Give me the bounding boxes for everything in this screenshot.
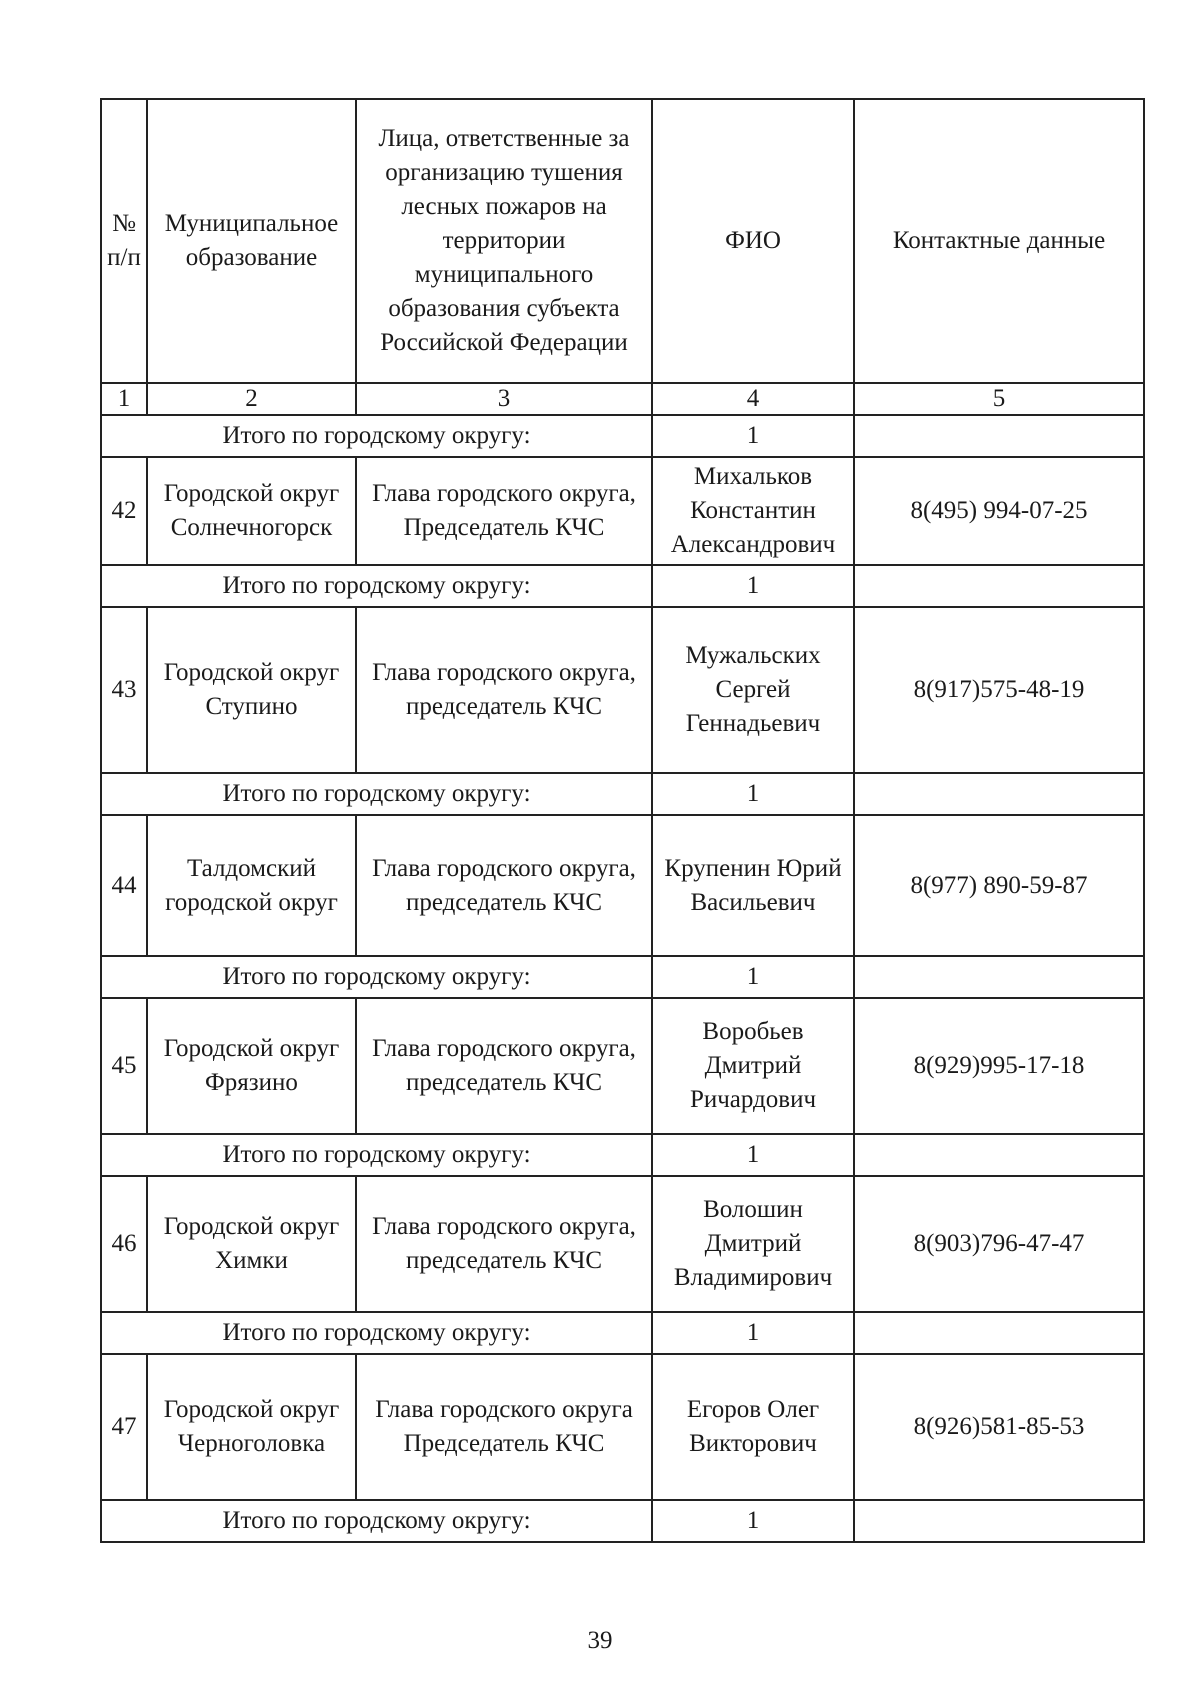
column-number: 2 — [147, 383, 356, 415]
total-label: Итого по городскому округу: — [101, 1500, 652, 1542]
total-value: 1 — [652, 415, 854, 457]
row-num: 43 — [101, 607, 147, 773]
total-label: Итого по городскому округу: — [101, 1134, 652, 1176]
row-municipality: Городской округ Черноголовка — [147, 1354, 356, 1500]
row-contacts: 8(917)575-48-19 — [854, 607, 1144, 773]
row-responsible: Глава городского округа, председатель КЧС — [356, 815, 652, 956]
table-row — [101, 457, 1144, 565]
row-municipality: Городской округ Фрязино — [147, 998, 356, 1134]
row-num: 45 — [101, 998, 147, 1134]
total-label: Итого по городскому округу: — [101, 773, 652, 815]
row-responsible: Глава городского округа, председатель КЧС — [356, 607, 652, 773]
row-fio: Волошин Дмитрий Владимирович — [652, 1176, 854, 1312]
row-contacts: 8(495) 994-07-25 — [854, 457, 1144, 565]
total-value: 1 — [652, 1500, 854, 1542]
total-row — [101, 1312, 1144, 1354]
total-value: 1 — [652, 1134, 854, 1176]
header-contacts: Контактные данные — [854, 99, 1144, 383]
total-row — [101, 565, 1144, 607]
row-contacts: 8(903)796-47-47 — [854, 1176, 1144, 1312]
column-number: 1 — [101, 383, 147, 415]
total-empty — [854, 565, 1144, 607]
total-label: Итого по городскому округу: — [101, 565, 652, 607]
row-fio: Воробьев Дмитрий Ричардович — [652, 998, 854, 1134]
total-empty — [854, 1134, 1144, 1176]
header-responsible: Лица, ответственные за организацию тушения лесных пожаров на территории муниципального образования субъекта Российской Федерации — [356, 99, 652, 383]
total-value: 1 — [652, 1312, 854, 1354]
table-row — [101, 1354, 1144, 1500]
row-num: 46 — [101, 1176, 147, 1312]
table-row — [101, 1176, 1144, 1312]
total-row — [101, 773, 1144, 815]
row-contacts: 8(977) 890-59-87 — [854, 815, 1144, 956]
total-value: 1 — [652, 956, 854, 998]
row-num: 42 — [101, 457, 147, 565]
column-number: 4 — [652, 383, 854, 415]
row-responsible: Глава городского округа, Председатель КЧС — [356, 457, 652, 565]
total-label: Итого по городскому округу: — [101, 415, 652, 457]
total-label: Итого по городскому округу: — [101, 956, 652, 998]
row-fio: Егоров Олег Викторович — [652, 1354, 854, 1500]
row-municipality: Городской округ Ступино — [147, 607, 356, 773]
row-contacts: 8(926)581-85-53 — [854, 1354, 1144, 1500]
column-number: 5 — [854, 383, 1144, 415]
table-row — [101, 998, 1144, 1134]
column-number-row — [101, 383, 1144, 415]
row-municipality: Городской округ Химки — [147, 1176, 356, 1312]
row-municipality: Городской округ Солнечногорск — [147, 457, 356, 565]
total-empty — [854, 1500, 1144, 1542]
total-empty — [854, 956, 1144, 998]
total-empty — [854, 1312, 1144, 1354]
total-empty — [854, 415, 1144, 457]
row-municipality: Талдомский городской округ — [147, 815, 356, 956]
row-responsible: Глава городского округа, председатель КЧС — [356, 998, 652, 1134]
row-num: 44 — [101, 815, 147, 956]
total-row — [101, 415, 1144, 457]
row-fio: Михальков Константин Александрович — [652, 457, 854, 565]
total-row — [101, 1134, 1144, 1176]
header-fio: ФИО — [652, 99, 854, 383]
row-responsible: Глава городского округа Председатель КЧС — [356, 1354, 652, 1500]
row-contacts: 8(929)995-17-18 — [854, 998, 1144, 1134]
total-row — [101, 1500, 1144, 1542]
page-number: 39 — [587, 1627, 613, 1654]
responsible-persons-table — [100, 98, 1145, 1543]
table-row — [101, 607, 1144, 773]
total-empty — [854, 773, 1144, 815]
row-responsible: Глава городского округа, председатель КЧС — [356, 1176, 652, 1312]
header-row — [101, 99, 1144, 383]
total-row — [101, 956, 1144, 998]
column-number: 3 — [356, 383, 652, 415]
row-fio: Мужальских Сергей Геннадьевич — [652, 607, 854, 773]
total-label: Итого по городскому округу: — [101, 1312, 652, 1354]
header-municipality: Муниципальное образование — [147, 99, 356, 383]
row-fio: Крупенин Юрий Васильевич — [652, 815, 854, 956]
row-num: 47 — [101, 1354, 147, 1500]
table-row — [101, 815, 1144, 956]
total-value: 1 — [652, 773, 854, 815]
total-value: 1 — [652, 565, 854, 607]
header-num: № п/п — [101, 99, 147, 383]
